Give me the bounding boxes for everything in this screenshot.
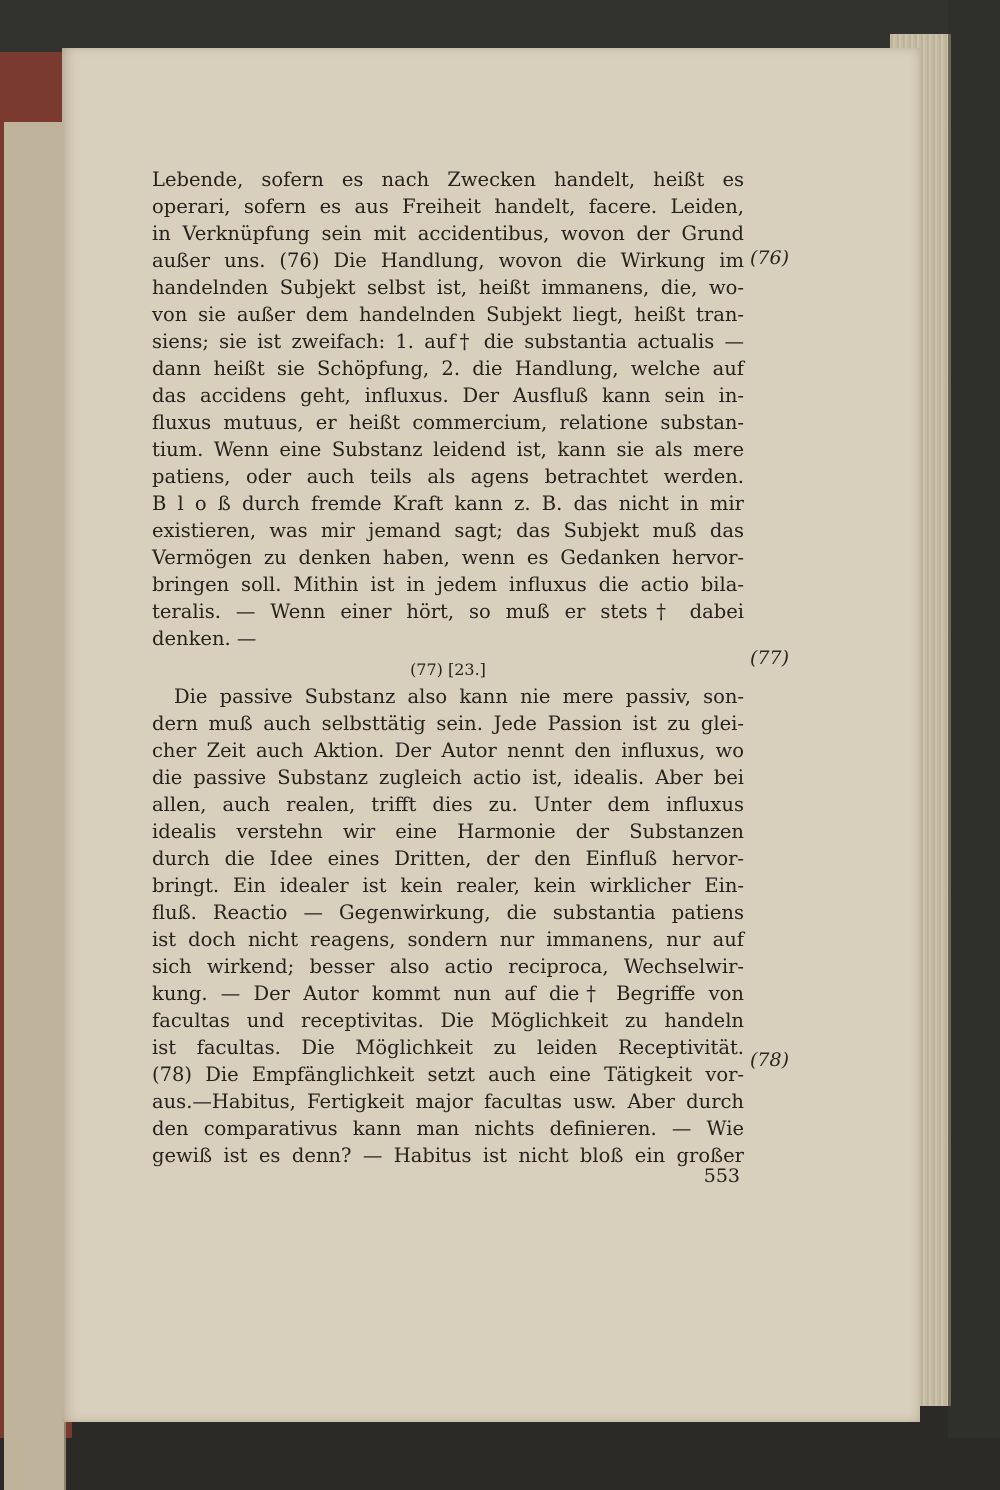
text-line: handelnden Subjekt selbst ist, heißt immanens, die, wo- bbox=[152, 276, 744, 299]
text-line: fluß. Reactio — Gegenwirkung, die substantia patiens bbox=[152, 901, 744, 924]
margin-note-76: (76) bbox=[750, 247, 790, 269]
text-line: das accidens geht, influxus. Der Ausfluß kann sein in- bbox=[152, 384, 744, 407]
paragraph-2 bbox=[152, 683, 744, 1169]
text-line: denken. — bbox=[152, 627, 257, 650]
text-line: idealis verstehn wir eine Harmonie der Substanzen bbox=[152, 820, 744, 843]
text-line: dann heißt sie Schöpfung, 2. die Handlung, welche auf bbox=[152, 357, 744, 380]
text-line: Die passive Substanz also kann nie mere passiv, son- bbox=[174, 685, 744, 708]
text-line: existieren, was mir jemand sagt; das Subjekt muß das bbox=[152, 519, 744, 542]
text-line: teralis. — Wenn einer hört, so muß er stets† dabei bbox=[152, 600, 744, 623]
text-line: operari, sofern es aus Freiheit handelt, facere. Leiden, bbox=[152, 195, 744, 218]
text-line: facultas und receptivitas. Die Möglichkeit zu handeln bbox=[152, 1009, 744, 1032]
text-line: allen, auch realen, trifft dies zu. Unter dem influxus bbox=[152, 793, 744, 816]
page-text bbox=[152, 166, 744, 1169]
text-line: sich wirkend; besser also actio reciproca, Wechselwir- bbox=[152, 955, 744, 978]
margin-note-77: (77) bbox=[750, 647, 790, 669]
text-line: bringt. Ein idealer ist kein realer, kein wirklicher Ein- bbox=[152, 874, 744, 897]
text-line: tium. Wenn eine Substanz leidend ist, kann sie als mere bbox=[152, 438, 744, 461]
text-line: siens; sie ist zweifach: 1. auf† die substantia actualis — bbox=[152, 330, 744, 353]
section-heading: (77) [23.] bbox=[410, 660, 486, 679]
text-line: gewiß ist es denn? — Habitus ist nicht bloß ein großer bbox=[152, 1144, 744, 1167]
text-line: kung. — Der Autor kommt nun auf die† Begriffe von bbox=[152, 982, 744, 1005]
text-line: fluxus mutuus, er heißt commercium, relatione substan- bbox=[152, 411, 744, 434]
text-line: Lebende, sofern es nach Zwecken handelt, heißt es bbox=[152, 168, 744, 191]
text-line: patiens, oder auch teils als agens betrachtet werden. bbox=[152, 465, 744, 488]
left-page-edge bbox=[4, 122, 66, 1490]
text-line: die passive Substanz zugleich actio ist, idealis. Aber bei bbox=[152, 766, 744, 789]
text-line: außer uns. (76) Die Handlung, wovon die Wirkung im bbox=[152, 249, 744, 272]
text-line: den comparativus kann man nichts definieren. — Wie bbox=[152, 1117, 744, 1140]
text-line: Vermögen zu denken haben, wenn es Gedanken hervor- bbox=[152, 546, 744, 569]
page-number: 553 bbox=[703, 1165, 740, 1187]
text-line: bringen soll. Mithin ist in jedem influxus die actio bila- bbox=[152, 573, 744, 596]
text-line: ist facultas. Die Möglichkeit zu leiden Receptivität. bbox=[152, 1036, 744, 1059]
text-line: aus.—Habitus, Fertigkeit major facultas usw. Aber durch bbox=[152, 1090, 744, 1113]
text-line: durch die Idee eines Dritten, der den Einfluß hervor- bbox=[152, 847, 744, 870]
text-line: dern muß auch selbsttätig sein. Jede Passion ist zu glei- bbox=[152, 712, 744, 735]
text-line: (78) Die Empfänglichkeit setzt auch eine Tätigkeit vor- bbox=[152, 1063, 744, 1086]
text-line: cher Zeit auch Aktion. Der Autor nennt den influxus, wo bbox=[152, 739, 744, 762]
background-right bbox=[948, 0, 1000, 1438]
text-line: in Verknüpfung sein mit accidentibus, wovon der Grund bbox=[152, 222, 744, 245]
text-line: von sie außer dem handelnden Subjekt liegt, heißt tran- bbox=[152, 303, 744, 326]
margin-note-78: (78) bbox=[750, 1049, 790, 1071]
paragraph-1 bbox=[152, 166, 744, 652]
text-line: ist doch nicht reagens, sondern nur immanens, nur auf bbox=[152, 928, 744, 951]
text-line: B l o ß durch fremde Kraft kann z. B. das nicht in mir bbox=[152, 492, 744, 515]
